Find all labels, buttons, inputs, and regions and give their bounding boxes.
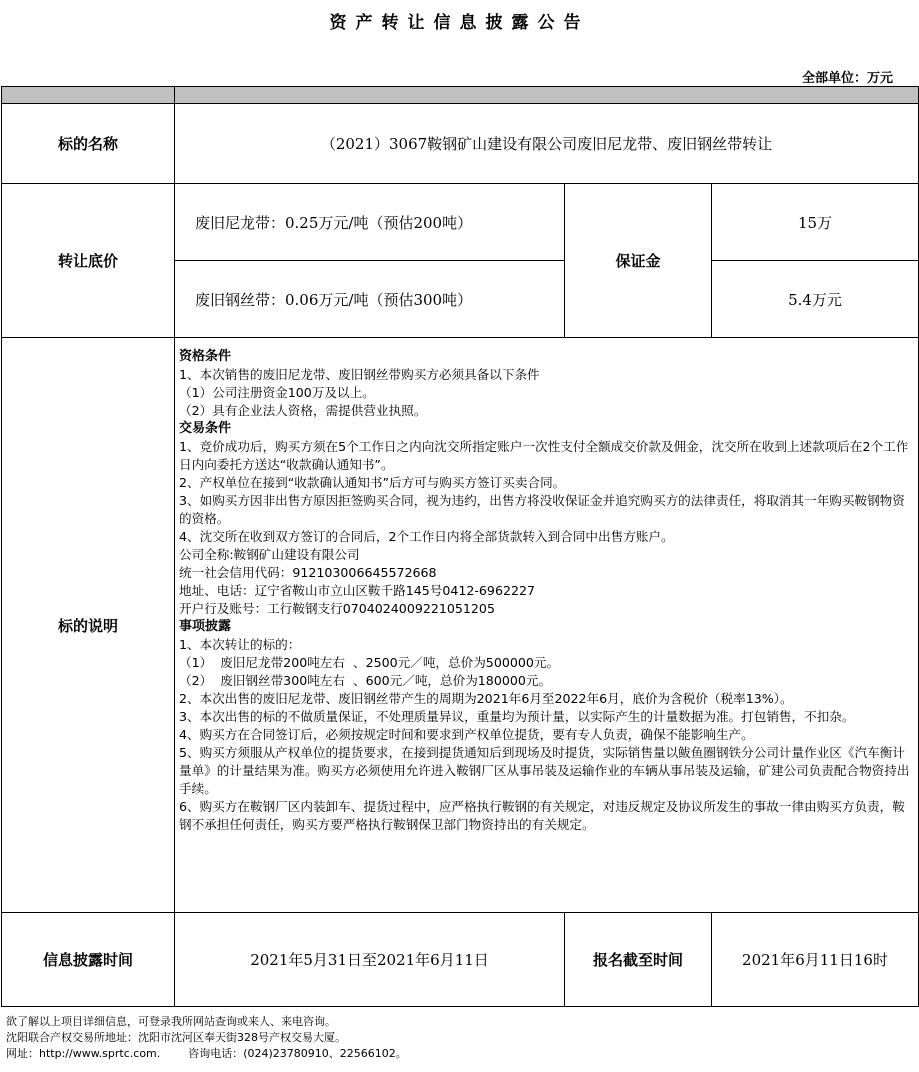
price-label: 转让底价 [2, 184, 175, 338]
deposit-label: 保证金 [565, 184, 712, 338]
disclosure-value: 2021年5月31日至2021年6月11日 [175, 913, 565, 1007]
trade-line: 统一社会信用代码：912103006645572668 [179, 565, 437, 580]
items-line: 1、本次转让的标的： [179, 637, 301, 652]
items-line: 2、本次出售的废旧尼龙带、废旧钢丝带产生的周期为2021年6月至2022年6月，底价为含税价（税率13%）。 [179, 691, 793, 706]
name-label: 标的名称 [2, 104, 175, 184]
description-block [175, 338, 919, 913]
qual-line: （1）公司注册资金100万及以上。 [179, 385, 375, 400]
trade-heading: 交易条件 [179, 421, 232, 436]
footer-line: 沈阳联合产权交易所地址：沈阳市沈河区奉天街328号产权交易大厦。 [6, 1031, 346, 1044]
trade-line: 开户行及账号：工行鞍钢支行0704024009221051205 [179, 601, 495, 616]
announcement-table [1, 86, 919, 1007]
items-line: 4、购买方在合同签订后，必须按规定时间和要求到产权单位提货，要有专人负责，确保不能影响生产。 [179, 727, 754, 742]
price-nylon: 废旧尼龙带：0.25万元/吨（预估200吨） [175, 184, 565, 261]
table-row [2, 104, 919, 184]
footer [6, 1014, 407, 1062]
disclosure-label: 信息披露时间 [2, 913, 175, 1007]
items-line: 6、购买方在鞍钢厂区内装卸车、提货过程中，应严格执行鞍钢的有关规定，对违反规定及协议所发生的事故一律由购买方负责，鞍钢不承担任何责任，购买方要严格执行鞍钢保卫部门物资持出的有关规定。 [179, 799, 905, 832]
header-band [2, 87, 919, 104]
trade-line: 1、竞价成功后，购买方须在5个工作日之内向沈交所指定账户一次性支付全额成交价款及佣金，沈交所在收到上述款项后在2个工作日内向委托方送达“收款确认通知书”。 [179, 439, 909, 472]
items-line: 5、购买方须服从产权单位的提货要求，在接到提货通知后到现场及时提货，实际销售量以鲅鱼圈钢铁分公司计量作业区《汽车衡计量单》的计量结果为准。购买方必须使用允许进入鞍钢厂区从事吊装及运输作业的车辆从事吊装及运输，矿建公司负责配合物资持出手续。 [179, 745, 910, 796]
table-row [2, 338, 919, 913]
trade-line: 3、如购买方因非出售方原因拒签购买合同，视为违约，出售方将没收保证金并追究购买方的法律责任，将取消其一年购买鞍钢物资的资格。 [179, 493, 905, 526]
items-heading: 事项披露 [179, 619, 232, 634]
deposit-nylon: 15万 [712, 184, 919, 261]
items-line: 3、本次出售的标的不做质量保证，不处理质量异议，重量均为预计量，以实际产生的计量数据为准。打包销售，不扣杂。 [179, 709, 855, 724]
price-steel: 废旧钢丝带：0.06万元/吨（预估300吨） [175, 261, 565, 338]
items-line: （2） 废旧钢丝带300吨左右 、600元／吨，总价为180000元。 [179, 673, 552, 688]
trade-line: 地址、电话：辽宁省鞍山市立山区鞍千路145号0412-6962227 [179, 583, 536, 598]
trade-line: 4、沈交所在收到双方签订的合同后，2个工作日内将全部货款转入到合同中出售方账户。 [179, 529, 674, 544]
page-title: 资产转让信息披露公告 [329, 13, 590, 33]
items-line: （1） 废旧尼龙带200吨左右 、2500元／吨，总价为500000元。 [179, 655, 560, 670]
deadline-label: 报名截至时间 [565, 913, 712, 1007]
qual-heading: 资格条件 [179, 349, 232, 364]
desc-label: 标的说明 [2, 338, 175, 913]
qual-line: 1、本次销售的废旧尼龙带、废旧钢丝带购买方必须具备以下条件 [179, 367, 540, 382]
trade-line: 公司全称:鞍钢矿山建设有限公司 [179, 547, 360, 562]
deadline-value: 2021年6月11日16时 [712, 913, 919, 1007]
footer-line: 网址：http://www.sprtc.com. 咨询电话：(024)23780910、22566102。 [6, 1047, 407, 1060]
unit-label: 全部单位：万元 [801, 71, 893, 86]
table-row [2, 913, 919, 1007]
table-row [2, 184, 919, 261]
name-value: （2021）3067鞍钢矿山建设有限公司废旧尼龙带、废旧钢丝带转让 [175, 104, 919, 184]
trade-line: 2、产权单位在接到“收款确认通知书”后方可与购买方签订买卖合同。 [179, 475, 566, 490]
deposit-steel: 5.4万元 [712, 261, 919, 338]
footer-line: 欲了解以上项目详细信息，可登录我所网站查询或来人、来电咨询。 [6, 1015, 336, 1028]
qual-line: （2）具有企业法人资格，需提供营业执照。 [179, 403, 427, 418]
